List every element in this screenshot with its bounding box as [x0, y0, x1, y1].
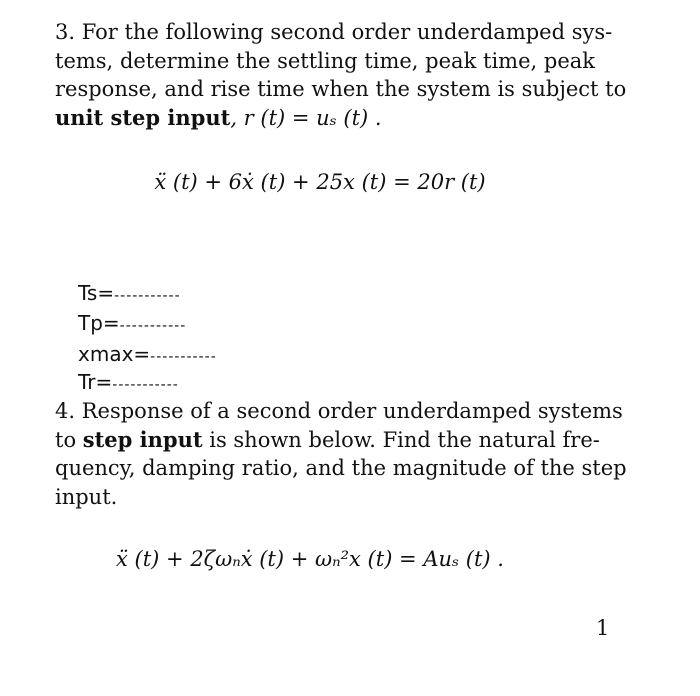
xmax-label: xmax= — [78, 342, 151, 366]
answer-ts — [78, 280, 181, 309]
tp-label: Tp= — [78, 311, 120, 335]
step-input-bold: step input — [82, 426, 203, 452]
xmax-blank: ----------- — [150, 349, 217, 365]
equation-1-text: ẍ (t) + 6ẋ (t) + 25x (t) = 20r (t) — [154, 170, 486, 194]
problem-4-line-2-pre: to — [55, 427, 83, 452]
ts-blank: ----------- — [114, 288, 181, 304]
tp-blank: ----------- — [119, 318, 187, 334]
answer-tr — [78, 369, 179, 398]
problem-3-input-expression: , r (t) = uₛ (t) . — [230, 105, 382, 130]
page-number: 1 — [596, 616, 610, 640]
equation-2-text: ẍ (t) + 2ζωₙẋ (t) + ωₙ²x (t) = Auₛ (t) . — [116, 547, 504, 571]
problem-3-line-2: tems, determine the settling time, peak time, peak — [55, 48, 595, 73]
equation-1 — [0, 168, 670, 196]
answer-tp — [78, 310, 186, 339]
problem-4-line-2-post: is shown below. Find the natural fre- — [202, 427, 600, 452]
unit-step-input-bold: unit step input — [55, 104, 231, 130]
problem-4-text — [55, 397, 627, 511]
problem-4-line-1: 4. Response of a second order underdamped systems — [55, 399, 623, 423]
problem-3-text — [55, 18, 627, 132]
ts-label: Ts= — [78, 281, 115, 305]
problem-3-line-3: response, and rise time when the system is subject to — [55, 77, 627, 101]
problem-4-line-3: quency, damping ratio, and the magnitude of the step — [55, 456, 627, 480]
problem-3-line-1: 3. For the following second order underdamped sys- — [55, 20, 613, 44]
problem-4-line-2 — [55, 426, 600, 455]
problem-3-line-4 — [55, 104, 595, 133]
problem-4-line-4: input. — [55, 484, 118, 509]
equation-2 — [0, 545, 660, 573]
answer-xmax — [78, 341, 217, 370]
tr-label: Tr= — [78, 370, 113, 394]
tr-blank: ----------- — [112, 377, 179, 393]
